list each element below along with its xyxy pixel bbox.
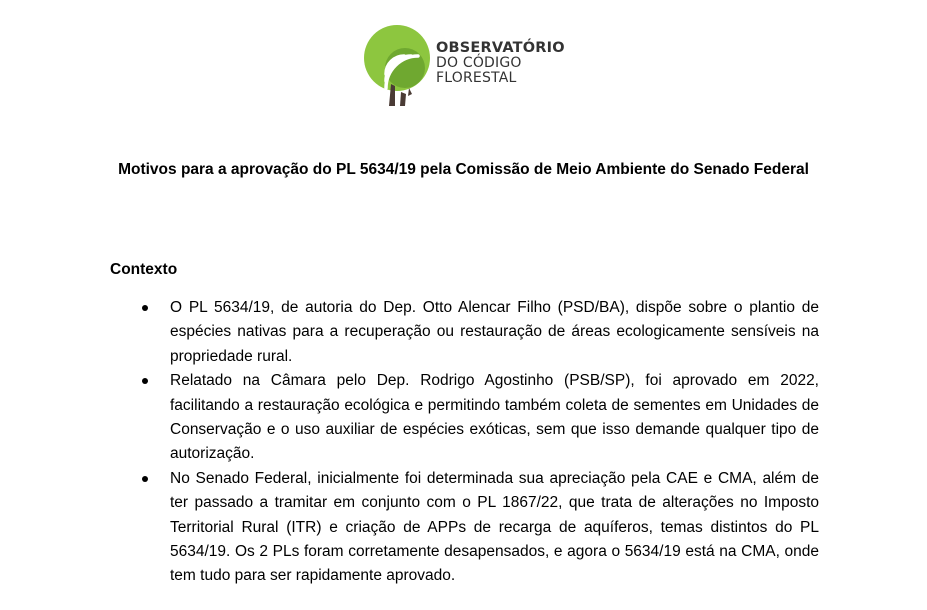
logo-line-3: FLORESTAL [436,70,517,86]
section-heading: Contexto [110,261,178,278]
observatorio-logo [362,22,572,108]
list-item-text: O PL 5634/19, de autoria do Dep. Otto Alencar Filho (PSD/BA), dispõe sobre o plantio de espécies nativas para a recuperação ou restauração de áreas ecologicamente sensíveis na propriedade rural. [170,299,819,365]
list-item [170,369,819,467]
logo-text [436,41,565,86]
list-item-text: No Senado Federal, inicialmente foi determinada sua apreciação pela CAE e CMA, além de ter passado a tramitar em conjunto com o PL 1867/22, que trata de alterações no Imposto Territorial Rural (ITR) e criação de APPs de recarga de aquíferos, temas distintos do PL 5634/19. Os 2 PLs foram corretamente desapensados, e agora o 5634/19 está na CMA, onde tem tudo para ser rapidamente aprovado. [170,469,819,585]
bullet-icon [142,378,148,384]
bullet-icon [142,476,148,482]
bullet-list [170,296,819,589]
list-item [170,296,819,369]
logo-line-1: OBSERVATÓRIO [436,40,565,56]
tree-signal-icon [362,22,432,108]
list-item-text: Relatado na Câmara pelo Dep. Rodrigo Agostinho (PSB/SP), foi aprovado em 2022, facilitando a restauração ecológica e permitindo também coleta de sementes em Unidades de Conservação e o uso auxiliar de espécies exóticas, sem que isso demande qualquer tipo de autorização. [170,372,819,463]
list-item [170,467,819,589]
logo-line-2: DO CÓDIGO [436,55,522,71]
bullet-icon [142,305,148,311]
document-title: Motivos para a aprovação do PL 5634/19 pela Comissão de Meio Ambiente do Senado Federal [118,161,809,178]
